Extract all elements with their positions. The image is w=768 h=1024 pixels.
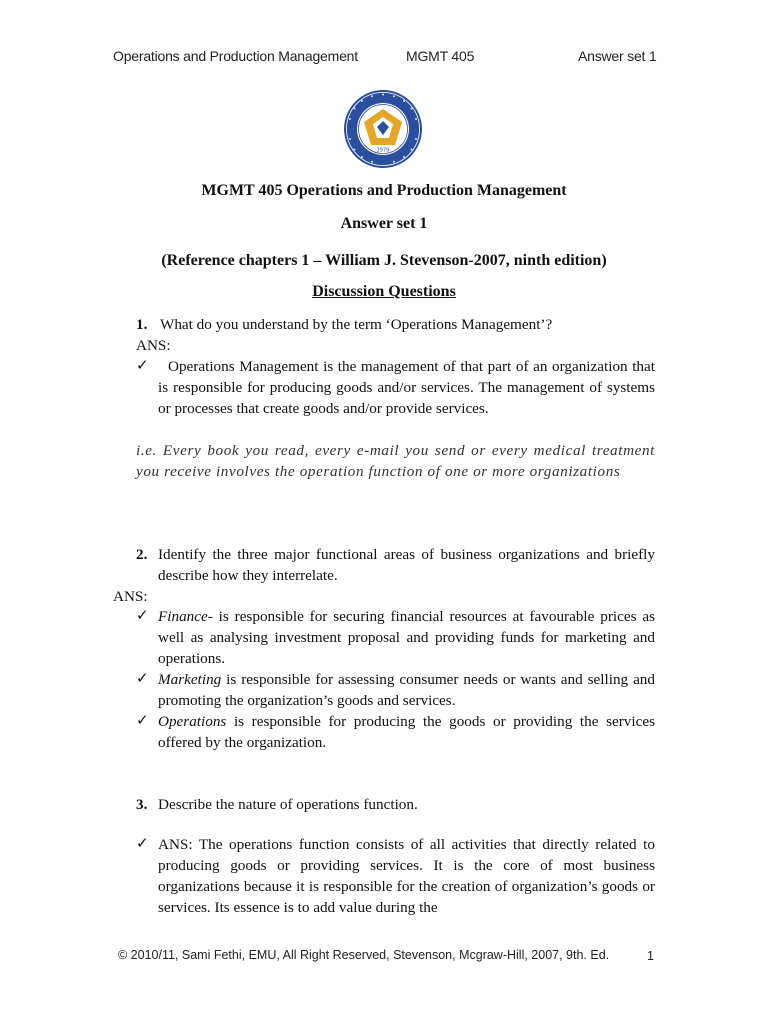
q1-number: 1.: [136, 316, 148, 333]
logo-year: 1979: [376, 147, 390, 154]
q3-question: Describe the nature of operations function.: [158, 796, 418, 813]
q1-answer: Operations Management is the management of that part of an organization that is responsible for producing goods and/or services. The management of systems or processes that create goods and/or provide services.: [158, 358, 655, 417]
q2-item-term: Marketing: [158, 671, 222, 688]
q2-item-text: is responsible for producing the goods or providing the services offered by the organization.: [158, 713, 655, 751]
checkmark-icon: ✓: [136, 358, 149, 374]
q2-number: 2.: [136, 546, 148, 563]
q1-ans-label: ANS:: [136, 337, 171, 354]
q2-item-term: Operations: [158, 713, 227, 730]
header-answer-set: Answer set 1: [578, 48, 657, 64]
section-heading: Discussion Questions: [312, 283, 456, 300]
q2-question: Identify the three major functional areas of business organizations and briefly describe how they interrelate.: [158, 546, 655, 584]
q2-item-text: - is responsible for securing financial resources at favourable prices as well as analysing investment proposal and providing funds for marketing and operations.: [158, 608, 655, 667]
q2-item-text: is responsible for assessing consumer needs or wants and selling and promoting the organization’s goods and services.: [158, 671, 655, 709]
document-title: MGMT 405 Operations and Production Management: [201, 182, 567, 199]
q2-item-term: Finance: [158, 608, 208, 625]
q1-example: i.e. Every book you read, every e-mail you send or every medical treatment you receive involves the operation function of one or more organizations: [136, 442, 655, 480]
q3-answer: ANS: The operations function consists of all activities that directly related to producing goods or providing services. It is the core of most business organizations because it is responsible for the creation of organization’s goods or services. Its essence is to add value during the: [158, 836, 655, 916]
q2-ans-label: ANS:: [113, 588, 148, 605]
header-course-title: Operations and Production Management: [113, 48, 358, 64]
page-number: 1: [647, 949, 654, 963]
q2-item-marketing: [158, 669, 655, 711]
document-subtitle: Answer set 1: [340, 215, 428, 232]
checkmark-icon: ✓: [136, 608, 149, 624]
checkmark-icon: ✓: [136, 713, 149, 729]
q1-question: What do you understand by the term ‘Operations Management’?: [160, 316, 553, 333]
footer-copyright: © 2010/11, Sami Fethi, EMU, All Right Reserved, Stevenson, Mcgraw-Hill, 2007, 9th. Ed.: [118, 948, 610, 962]
q2-item-finance: [158, 606, 655, 669]
q3-number: 3.: [136, 796, 148, 813]
checkmark-icon: ✓: [136, 671, 149, 687]
university-logo: [342, 88, 424, 170]
header-course-code: MGMT 405: [406, 48, 475, 64]
checkmark-icon: ✓: [136, 836, 149, 852]
reference-line: (Reference chapters 1 – William J. Stevenson-2007, ninth edition): [161, 252, 607, 269]
q2-item-operations: [158, 711, 655, 753]
